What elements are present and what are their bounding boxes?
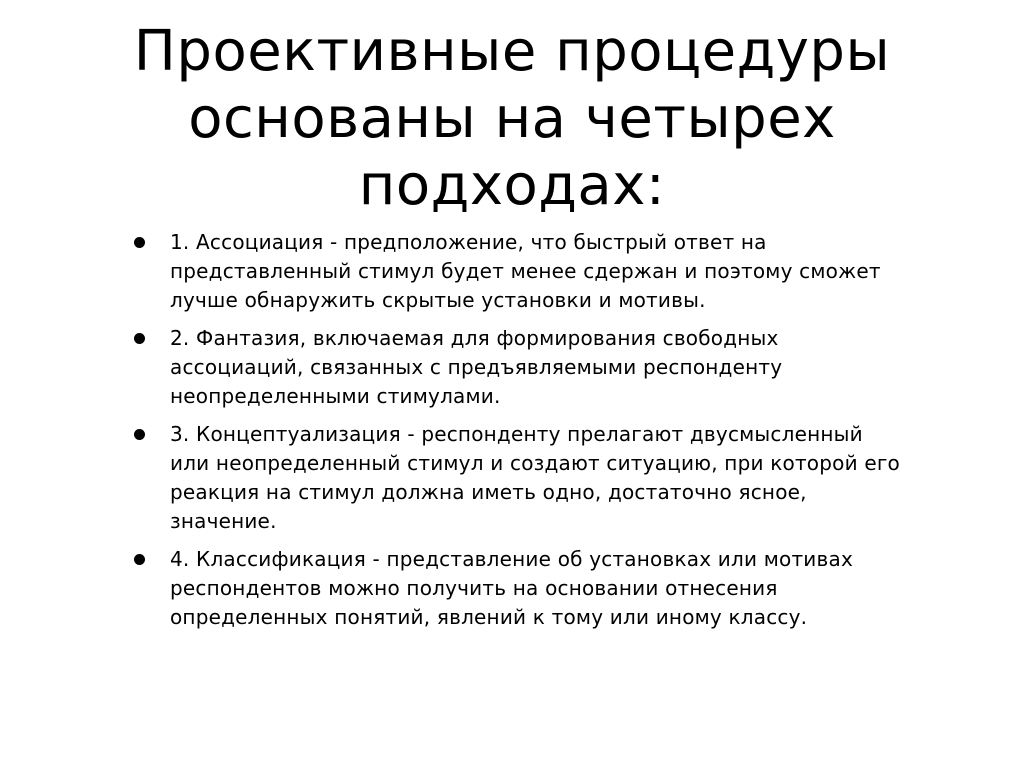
bullet-dot-icon — [134, 333, 145, 344]
bullet-dot-icon — [134, 237, 145, 248]
bullet-dot-icon — [134, 429, 145, 440]
bullet-text: 1. Ассоциация - предположение, что быстрый ответ на представленный стимул будет менее сдержан и поэтому сможет лучше обнаружить скрытые установки и мотивы. — [170, 230, 881, 312]
bullet-item-association — [128, 228, 908, 315]
bullet-item-fantasy — [128, 324, 908, 411]
bullet-text: 2. Фантазия, включаемая для формирования свободных ассоциаций, связанных с предъявляемыми респонденту неопределенными стимулами. — [170, 326, 783, 408]
bullet-item-conceptualization — [128, 420, 908, 536]
slide-title: Проективные процедуры основаны на четырех подходах: — [133, 19, 891, 218]
bullet-item-classification — [128, 545, 908, 632]
bullet-text: 4. Классификация - представление об установках или мотивах респондентов можно получить на основании отнесения определенных понятий, явлений к тому или иному классу. — [170, 547, 853, 629]
bullet-dot-icon — [134, 554, 145, 565]
bullet-text: 3. Концептуализация - респонденту прелагают двусмысленный или неопределенный стимул и создают ситуацию, при которой его реакция на стимул должна иметь одно, достаточно ясное, значение. — [170, 422, 900, 533]
bullet-list — [128, 228, 908, 641]
